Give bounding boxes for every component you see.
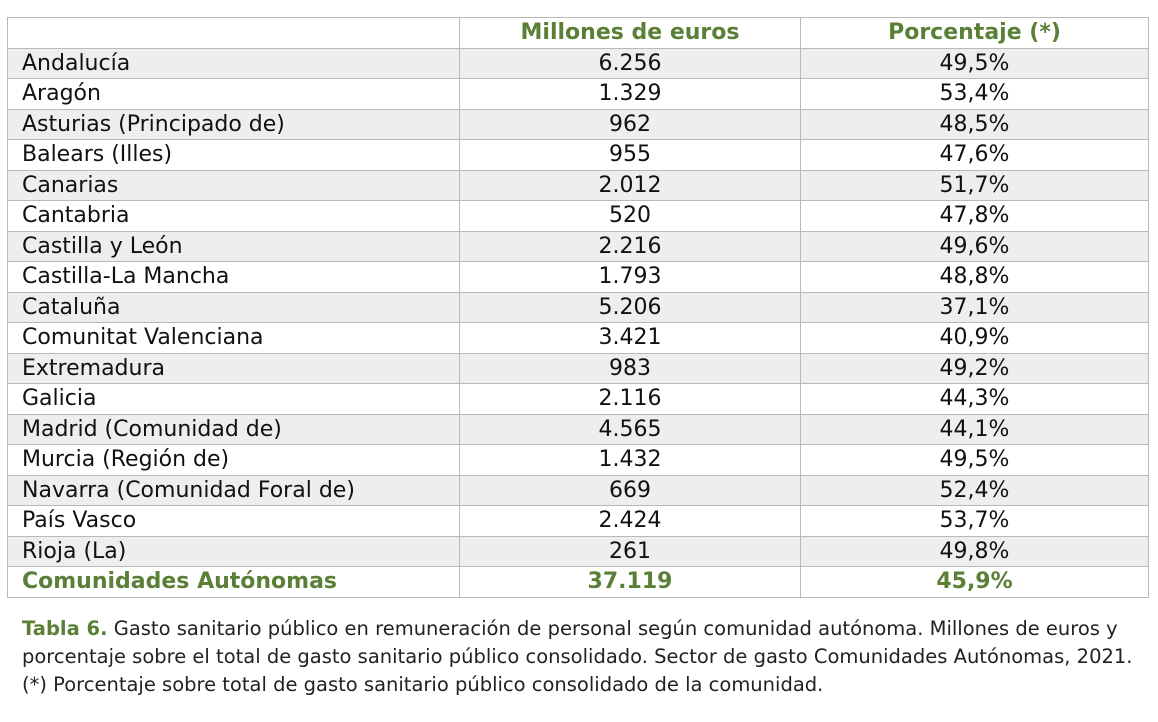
cell-porcentaje: 49,6% [801,231,1149,262]
cell-region: Cantabria [8,201,460,232]
cell-region: Castilla y León [8,231,460,262]
table-row [8,384,1149,415]
cell-millones: 2.012 [460,170,801,201]
cell-region: Andalucía [8,48,460,79]
table-header-row [8,18,1149,49]
cell-porcentaje: 49,5% [801,445,1149,476]
cell-millones: 520 [460,201,801,232]
cell-region: Balears (Illes) [8,140,460,171]
cell-porcentaje: 44,3% [801,384,1149,415]
caption-text: Gasto sanitario público en remuneración de personal según comunidad autónoma. Millones de euros y porcentaje sobre el total de gasto sanitario público consolidado. Sector de gasto Comunidades Autónomas, 2021. (*) Porcentaje sobre total de gasto sanitario público consolidado de la comunidad. [22,617,1133,696]
cell-millones: 1.793 [460,262,801,293]
cell-millones: 669 [460,475,801,506]
table-row [8,231,1149,262]
cell-millones: 5.206 [460,292,801,323]
cell-millones: 962 [460,109,801,140]
cell-millones: 1.329 [460,79,801,110]
cell-region: Asturias (Principado de) [8,109,460,140]
cell-millones: 1.432 [460,445,801,476]
cell-region: Extremadura [8,353,460,384]
cell-region: Rioja (La) [8,536,460,567]
table-row [8,475,1149,506]
table-caption [22,615,1142,699]
table-row [8,353,1149,384]
cell-porcentaje: 53,4% [801,79,1149,110]
cell-region: Cataluña [8,292,460,323]
cell-porcentaje: 44,1% [801,414,1149,445]
header-porcentaje: Porcentaje (*) [801,18,1149,49]
cell-porcentaje: 40,9% [801,323,1149,354]
table-row [8,48,1149,79]
cell-porcentaje: 47,8% [801,201,1149,232]
cell-region: Comunitat Valenciana [8,323,460,354]
header-region [8,18,460,49]
cell-millones: 2.424 [460,506,801,537]
cell-region: Galicia [8,384,460,415]
cell-region: País Vasco [8,506,460,537]
data-table-container [7,17,1148,598]
cell-millones: 6.256 [460,48,801,79]
cell-porcentaje: 37,1% [801,292,1149,323]
cell-porcentaje: 52,4% [801,475,1149,506]
table-row [8,445,1149,476]
cell-region: Aragón [8,79,460,110]
cell-region: Castilla-La Mancha [8,262,460,293]
table-row [8,536,1149,567]
cell-millones: 983 [460,353,801,384]
gasto-sanitario-table [7,17,1149,598]
table-row [8,170,1149,201]
table-row [8,414,1149,445]
cell-millones: 2.216 [460,231,801,262]
cell-porcentaje: 49,8% [801,536,1149,567]
total-porcentaje: 45,9% [801,567,1149,598]
cell-porcentaje: 53,7% [801,506,1149,537]
table-row [8,262,1149,293]
table-row [8,323,1149,354]
header-millones: Millones de euros [460,18,801,49]
table-row [8,109,1149,140]
cell-millones: 3.421 [460,323,801,354]
cell-region: Navarra (Comunidad Foral de) [8,475,460,506]
cell-porcentaje: 49,5% [801,48,1149,79]
cell-porcentaje: 48,5% [801,109,1149,140]
table-total-row [8,567,1149,598]
cell-porcentaje: 49,2% [801,353,1149,384]
table-row [8,140,1149,171]
total-label: Comunidades Autónomas [8,567,460,598]
table-row [8,79,1149,110]
total-millones: 37.119 [460,567,801,598]
cell-region: Canarias [8,170,460,201]
caption-lead: Tabla 6. [22,617,108,640]
cell-millones: 2.116 [460,384,801,415]
table-row [8,506,1149,537]
cell-region: Murcia (Región de) [8,445,460,476]
cell-porcentaje: 47,6% [801,140,1149,171]
cell-region: Madrid (Comunidad de) [8,414,460,445]
cell-porcentaje: 48,8% [801,262,1149,293]
table-row [8,201,1149,232]
cell-porcentaje: 51,7% [801,170,1149,201]
table-row [8,292,1149,323]
cell-millones: 955 [460,140,801,171]
cell-millones: 261 [460,536,801,567]
cell-millones: 4.565 [460,414,801,445]
